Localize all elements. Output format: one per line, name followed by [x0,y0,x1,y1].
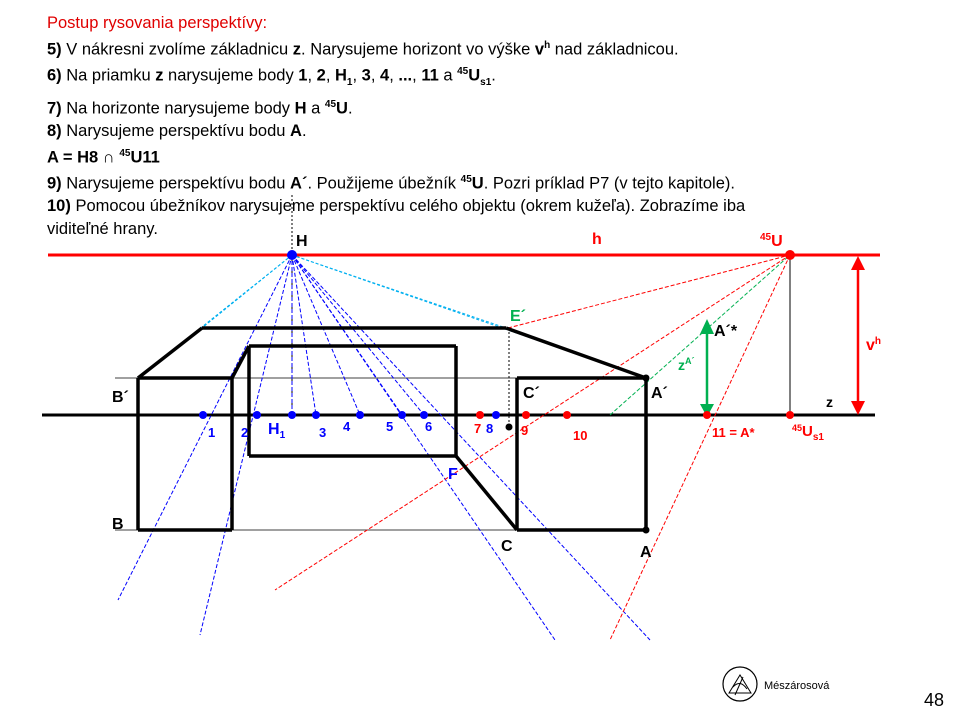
instruction-fragment: , [370,66,381,85]
instruction-fragment: . Pozri príklad P7 (v tejto kapitole). [483,174,735,193]
author-logo-icon [721,665,759,703]
instruction-fragment: Pomocou úbežníkov narysujeme perspektívu celého objektu (okrem kužeľa). Zobrazíme iba [70,196,746,215]
instruction-fragment: , [325,66,335,85]
page-number: 48 [924,690,945,710]
green-ray [610,255,790,415]
label-point-11: 11 = A* [712,425,755,440]
step-number: 6) [47,66,62,85]
label-point-5: 5 [386,419,394,434]
label-point-10: 10 [573,428,588,443]
instruction-fragment: v [534,40,545,59]
vh-arrow-top [851,256,865,270]
instruction-fragment: U [471,174,484,193]
instruction-fragment: U [468,66,481,85]
label-H: H [296,233,308,250]
instruction-fragment: ... [398,66,413,85]
label-point-4: 4 [343,419,351,434]
instruction-fragment: 45 [119,147,131,159]
label-vh: $v^h$ [866,336,882,354]
author-name: Mészárosová [764,680,830,692]
instruction-fragment: 11 [421,66,439,85]
step-number: 7) [47,99,62,118]
instruction-fragment: H [294,99,307,118]
step-number: 9) [47,174,62,193]
instruction-fragment: A´ [290,174,308,193]
step-number: 5) [47,40,62,59]
label-A-prime-star: A´* [714,323,738,340]
instruction-fragment: 45 [460,173,472,185]
instruction-fragment: 2 [316,66,326,85]
instruction-fragment: Narysujeme perspektívu bodu [61,122,291,141]
instruction-fragment: z [292,40,302,59]
step-number: 8) [47,122,62,141]
instruction-fragment: s1 [480,76,492,88]
instruction-fragment: Narysujeme perspektívu bodu [61,174,291,193]
instruction-fragment: A = H8 [47,148,103,167]
instruction-fragment: a [306,99,325,118]
label-C: C [501,538,513,555]
light-blue-rays [138,255,646,378]
instruction-fragment: , [389,66,399,85]
instruction-fragment: , [412,66,422,85]
step-number: 10) [47,196,71,215]
red-rays [275,255,790,640]
label-E-prime: E´ [510,308,526,325]
instruction-fragment: Na priamku [61,66,156,85]
blue-rays [118,255,650,640]
label-A: A [640,544,652,561]
label-B-prime: B´ [112,389,129,406]
label-point-1: 1 [208,425,216,440]
instruction-fragment: Na horizonte narysujeme body [61,99,295,118]
instruction-fragment: 3 [361,66,371,85]
instruction-fragment: 4 [380,66,390,85]
label-F: F [448,466,458,483]
label-point-H1: $H_1$ [268,421,286,441]
label-U45: $^{45}$U [760,232,783,250]
instruction-fragment: a [438,66,458,85]
instruction-fragment: , [352,66,362,85]
instruction-fragment: H [335,66,347,85]
instruction-fragment: . [301,122,307,141]
instruction-fragment: 1 [298,66,308,85]
instruction-fragment: ∩ [102,148,115,167]
label-zA: $z^{A´}$ [678,356,695,373]
instruction-fragment: 45 [457,65,469,77]
label-horizon-h: h [592,231,602,248]
instruction-fragment: U [336,99,348,118]
instructions-heading: Postup rysovania perspektívy: [47,14,268,32]
height-arrow-head [700,319,714,334]
label-point-8: 8 [486,421,494,436]
instruction-fragment: h [544,39,551,51]
label-C-prime: C´ [523,385,540,402]
label-point-7: 7 [474,421,482,436]
instruction-fragment: 45 [324,99,337,111]
instruction-fragment: , [307,66,317,85]
label-point-6: 6 [425,419,433,434]
instruction-fragment: U11 [130,148,160,167]
label-B: B [112,516,124,533]
instruction-fragment: 1 [346,76,353,88]
label-A-prime: A´ [651,385,668,402]
instruction-fragment: z [155,66,164,85]
instruction-fragment: viditeľné hrany. [47,219,158,238]
label-point-9: 9 [521,423,529,438]
label-point-Us1: $^{45}U_{s1}$ [792,423,824,443]
label-z: z [826,394,833,410]
instruction-fragment: V nákresni zvolíme základnicu [61,40,293,59]
instruction-fragment: . [491,66,496,85]
instruction-fragment: narysujeme body [163,66,299,85]
label-point-2: 2 [241,425,249,440]
instruction-fragment: . [347,99,353,118]
instruction-fragment: . Použijeme úbežník [307,174,461,193]
label-point-3: 3 [319,425,327,440]
instruction-fragment: nad základnicou. [550,40,679,59]
instruction-fragment: A [290,122,302,141]
instruction-fragment: . Narysujeme horizont vo výške [301,40,535,59]
vh-arrow-bottom [851,401,865,415]
